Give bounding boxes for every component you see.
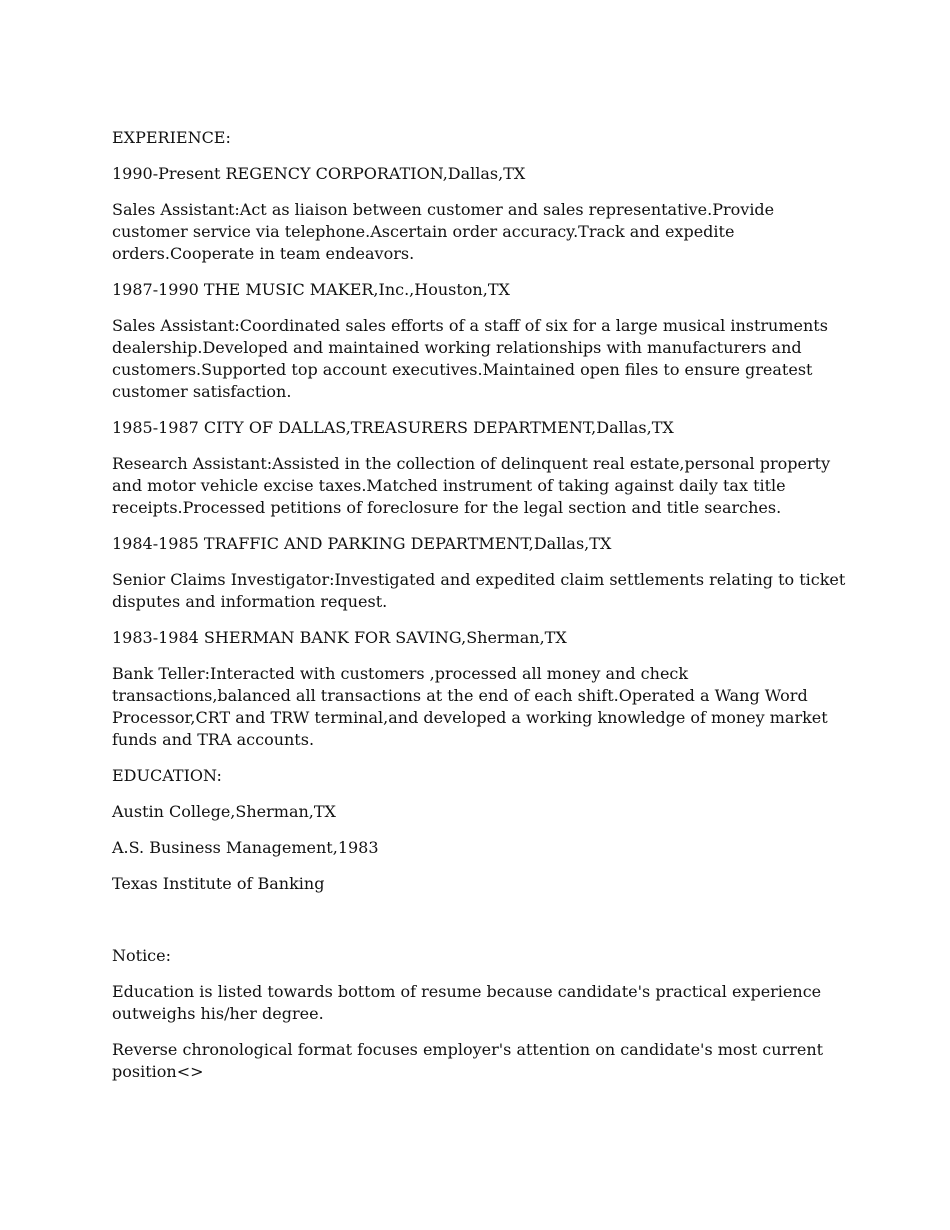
job-header: 1985-1987 CITY OF DALLAS,TREASURERS DEPARTMENT,Dallas,TX: [112, 418, 674, 437]
job-header: 1984-1985 TRAFFIC AND PARKING DEPARTMENT,Dallas,TX: [112, 534, 612, 553]
experience-heading: EXPERIENCE:: [112, 128, 231, 147]
job-description: Bank Teller:Interacted with customers ,processed all money and check transactions,balanced all transactions at the end of each shift.Operated a Wang Word Processor,CRT and TRW terminal,and developed a working knowledge of money market funds and TRA accounts.: [112, 664, 828, 749]
blank-line: [112, 909, 852, 945]
notice-item: Education is listed towards bottom of resume because candidate's practical experience outweighs his/her degree.: [112, 982, 822, 1023]
job-description: Senior Claims Investigator:Investigated and expedited claim settlements relating to ticket disputes and information request.: [112, 570, 846, 611]
job-description: Research Assistant:Assisted in the collection of delinquent real estate,personal property and motor vehicle excise taxes.Matched instrument of taking against daily tax title receipts.Processed petitions of foreclosure for the legal section and title searches.: [112, 454, 831, 517]
education-item: A.S. Business Management,1983: [112, 838, 379, 857]
resume-document: [112, 127, 852, 1097]
job-header: 1987-1990 THE MUSIC MAKER,Inc.,Houston,TX: [112, 280, 510, 299]
education-item: Texas Institute of Banking: [112, 874, 325, 893]
education-heading: EDUCATION:: [112, 766, 222, 785]
job-description: Sales Assistant:Coordinated sales efforts of a staff of six for a large musical instruments dealership.Developed and maintained working relationships with manufacturers and customers.Supported top account executives.Maintained open files to ensure greatest customer satisfaction.: [112, 316, 828, 401]
education-item: Austin College,Sherman,TX: [112, 802, 336, 821]
job-header: 1990-Present REGENCY CORPORATION,Dallas,TX: [112, 164, 526, 183]
notice-item: Reverse chronological format focuses employer's attention on candidate's most current position<>: [112, 1040, 824, 1081]
job-header: 1983-1984 SHERMAN BANK FOR SAVING,Sherman,TX: [112, 628, 567, 647]
notice-heading: Notice:: [112, 946, 171, 965]
job-description: Sales Assistant:Act as liaison between customer and sales representative.Provide customer service via telephone.Ascertain order accuracy.Track and expedite orders.Cooperate in team endeavors.: [112, 200, 775, 263]
